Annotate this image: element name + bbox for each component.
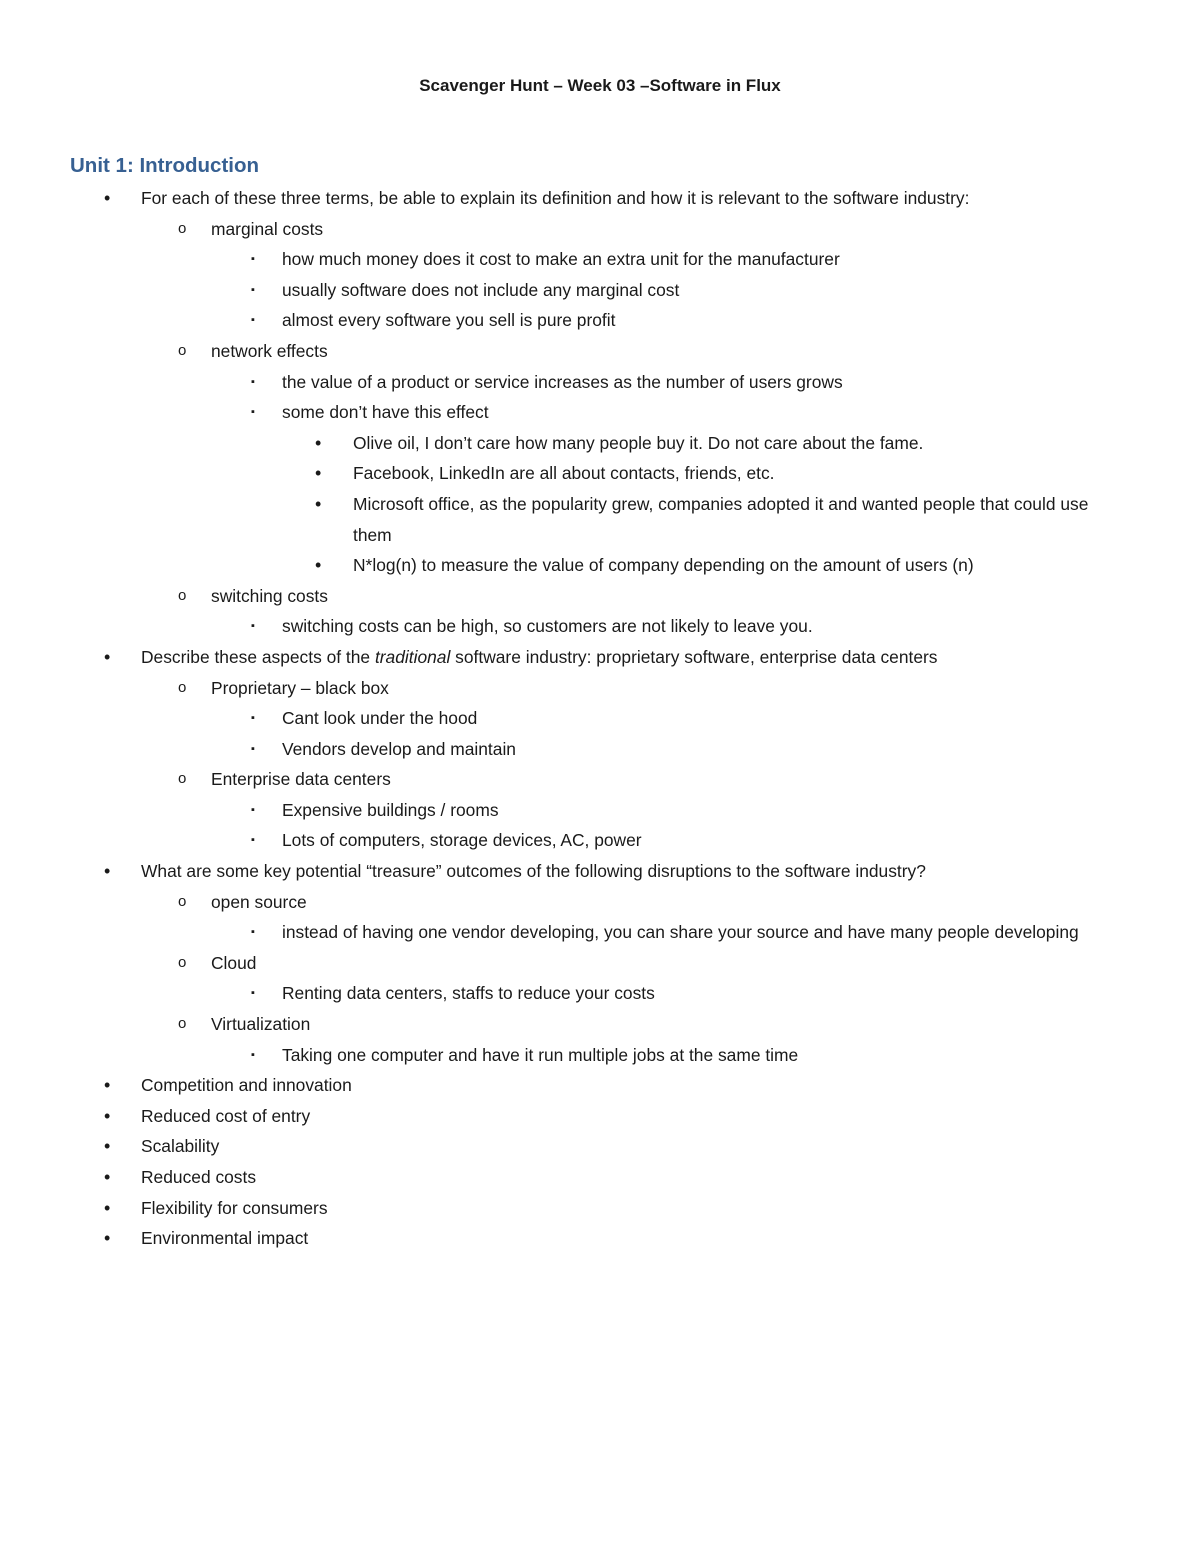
list-item [0, 948, 1200, 979]
list-item-text: some don’t have this effect [282, 402, 489, 423]
bullet-marker: o [178, 953, 187, 971]
list-item-text: usually software does not include any marginal cost [282, 279, 680, 300]
list-item [0, 1223, 1200, 1254]
emphasis-text: traditional [374, 646, 451, 667]
list-item-text: network effects [211, 340, 328, 361]
list-item-text: Virtualization [211, 1014, 311, 1035]
list-item-text: open source [211, 891, 307, 912]
list-item [0, 1131, 1200, 1162]
list-item-text: For each of these three terms, be able to explain its definition and how it is relevant to the software industry: [141, 188, 970, 208]
bullet-marker: • [315, 432, 322, 453]
bullet-marker: ▪ [251, 620, 255, 633]
list-item [0, 642, 1200, 673]
bullet-marker: • [104, 646, 111, 667]
list-item [0, 856, 1200, 887]
bullet-marker: ▪ [251, 406, 255, 419]
list-item-text: Environmental impact [141, 1228, 309, 1249]
bullet-marker: • [104, 1075, 111, 1096]
list-item [0, 1101, 1200, 1132]
bullet-marker: • [315, 555, 322, 576]
list-item [0, 1193, 1200, 1224]
list-item [0, 428, 1200, 459]
list-item-text [141, 647, 938, 667]
list-item-text: Competition and innovation [141, 1075, 352, 1096]
list-item-text: the value of a product or service increases as the number of users grows [282, 371, 843, 392]
list-item-text: marginal costs [211, 218, 324, 239]
list-item [0, 550, 1200, 581]
list-item-text: Flexibility for consumers [141, 1197, 328, 1218]
list-item [0, 458, 1200, 489]
list-item [0, 764, 1200, 795]
list-item-text: switching costs can be high, so customers are not likely to leave you. [282, 616, 813, 637]
outline-list [0, 183, 1200, 1254]
bullet-marker: ▪ [251, 987, 255, 1000]
list-item-text: Taking one computer and have it run multiple jobs at the same time [282, 1044, 799, 1065]
bullet-marker: • [315, 493, 322, 514]
list-item-text: instead of having one vendor developing, you can share your source and have many people developing [282, 922, 1079, 943]
list-item [0, 917, 1200, 948]
unit-heading: Unit 1: Introduction [70, 154, 260, 177]
bullet-marker: o [178, 341, 187, 359]
list-item-text: how much money does it cost to make an extra unit for the manufacturer [282, 249, 840, 270]
list-item [0, 978, 1200, 1009]
list-item [0, 367, 1200, 398]
bullet-marker: ▪ [251, 712, 255, 725]
list-item-text: Enterprise data centers [211, 769, 391, 790]
list-item [0, 581, 1200, 612]
bullet-marker: ▪ [251, 742, 255, 755]
list-item [0, 214, 1200, 245]
list-item [0, 305, 1200, 336]
list-item [0, 183, 1200, 214]
list-item [0, 1009, 1200, 1040]
bullet-marker: ▪ [251, 803, 255, 816]
list-item [0, 1162, 1200, 1193]
list-item [0, 825, 1200, 856]
list-item [0, 397, 1200, 428]
bullet-marker: o [178, 770, 187, 788]
list-item-text: Cloud [211, 952, 257, 973]
list-item [0, 336, 1200, 367]
list-item [0, 734, 1200, 765]
list-item [0, 611, 1200, 642]
list-item-text: Cant look under the hood [282, 708, 478, 729]
list-item [0, 244, 1200, 275]
bullet-marker: o [178, 678, 187, 696]
bullet-marker: • [104, 1136, 111, 1157]
bullet-marker: • [104, 1105, 111, 1126]
bullet-marker: ▪ [251, 253, 255, 266]
list-item-text: almost every software you sell is pure profit [282, 310, 616, 331]
list-item [0, 673, 1200, 704]
list-item-text: N*log(n) to measure the value of company depending on the amount of users (n) [353, 555, 974, 576]
bullet-marker: o [178, 219, 187, 237]
list-item [0, 1070, 1200, 1101]
list-item-text: Scalability [141, 1136, 220, 1157]
bullet-marker: • [315, 463, 322, 484]
list-item-text: Lots of computers, storage devices, AC, power [282, 830, 642, 851]
bullet-marker: • [104, 1228, 111, 1249]
list-item [0, 887, 1200, 918]
list-item [0, 275, 1200, 306]
bullet-marker: ▪ [251, 283, 255, 296]
list-item-text: Microsoft office, as the popularity grew, companies adopted it and wanted people that could use them [353, 493, 1089, 545]
list-item-text: Proprietary – black box [211, 677, 389, 698]
list-item-text: Expensive buildings / rooms [282, 799, 499, 820]
bullet-marker: o [178, 892, 187, 910]
bullet-marker: • [104, 861, 111, 882]
bullet-marker: o [178, 586, 187, 604]
bullet-marker: • [104, 1167, 111, 1187]
list-item [0, 1040, 1200, 1071]
list-item-text: Vendors develop and maintain [282, 738, 516, 759]
bullet-marker: ▪ [251, 375, 255, 388]
bullet-marker: ▪ [251, 1048, 255, 1061]
bullet-marker: • [104, 188, 111, 208]
list-item-text: switching costs [211, 585, 328, 606]
bullet-marker: ▪ [251, 926, 255, 939]
text-run: Describe these aspects of the [141, 646, 375, 667]
list-item-text: Reduced cost of entry [141, 1105, 311, 1126]
list-item-text: Facebook, LinkedIn are all about contacts, friends, etc. [353, 463, 775, 484]
bullet-marker: ▪ [251, 834, 255, 847]
list-item-text: Reduced costs [141, 1167, 257, 1187]
bullet-marker: • [104, 1197, 111, 1218]
text-run: software industry: proprietary software, enterprise data centers [450, 646, 938, 667]
bullet-marker: o [178, 1015, 187, 1033]
list-item [0, 703, 1200, 734]
list-item-text: Olive oil, I don’t care how many people buy it. Do not care about the fame. [353, 432, 924, 453]
list-item-text: Renting data centers, staffs to reduce your costs [282, 983, 655, 1004]
list-item [0, 795, 1200, 826]
document-title: Scavenger Hunt – Week 03 –Software in Flux [419, 76, 781, 95]
list-item-text: What are some key potential “treasure” outcomes of the following disruptions to the software industry? [141, 861, 926, 882]
bullet-marker: ▪ [251, 314, 255, 327]
list-item [0, 489, 1200, 550]
